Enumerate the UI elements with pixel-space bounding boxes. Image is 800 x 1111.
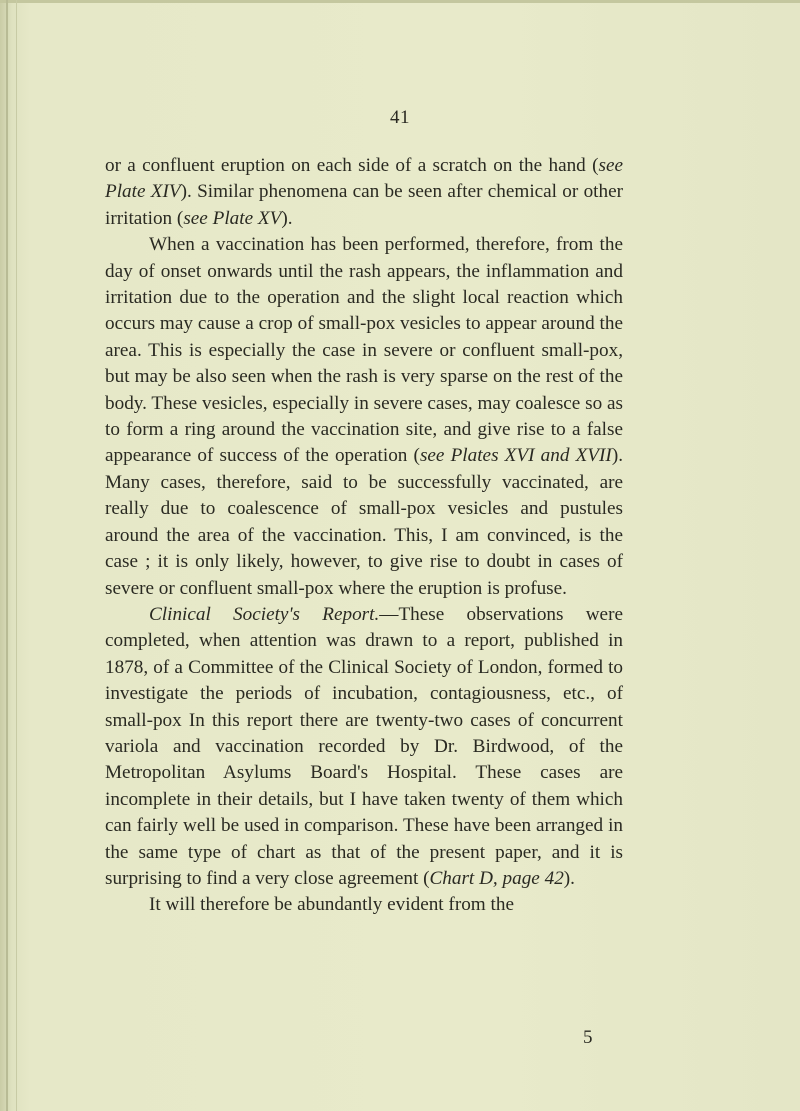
section-heading: Clinical Society's Report. [149, 603, 380, 625]
paragraph-2: When a vaccination has been performed, therefore, from the day of onset onwards until the rash appears, the inflammation and irritation due to the operation and the slight local reaction which occurs may cause a crop of small-pox vesicles to appear around the area. This is especially the case in severe or confluent small-pox, but may be also seen when the rash is very sparse on the rest of the body. These vesicles, especially in severe cases, may coalesce so as to form a ring around the vaccination site, and give rise to a false appearance of success of the operation (see Plates XVI and XVII). Many cases, therefore, said to be successfully vaccinated, are really due to coalescence of small-pox vesicles and pustules around the area of the vaccination. This, I am convinced, is the case ; it is only likely, however, to give rise to doubt in cases of severe or confluent small-pox where the eruption is profuse. [105, 234, 623, 599]
page-top-edge [0, 0, 800, 3]
body-text [105, 153, 623, 919]
page-number: 41 [390, 107, 410, 128]
book-spine-shadow [6, 0, 8, 1111]
plate-reference: see Plate XIV [105, 155, 623, 203]
paragraph-3: Clinical Society's Report.—These observations were completed, when attention was drawn to a report, published in 1878, of a Committee of the Clinical Society of London, formed to investigate the periods of incubation, contagiousness, etc., of small-pox In this report there are twenty-two cases of concurrent variola and vaccination recorded by Dr. Birdwood, of the Metropolitan Asylums Board's Hospital. These cases are incomplete in their details, but I have taken twenty of them which can fairly well be used in comparison. These have been arranged in the same type of chart as that of the present paper, and it is surprising to find a very close agreement (Chart D, page 42). [105, 603, 623, 889]
paragraph-1: or a confluent eruption on each side of a scratch on the hand (see Plate XIV). Similar phenomena can be seen after chemical or other irritation (see Plate XV). [105, 155, 624, 229]
signature-mark: 5 [583, 1027, 593, 1048]
plate-reference: see Plates XVI and XVII [419, 445, 612, 467]
book-spine-crease [16, 0, 17, 1111]
paragraph-4: It will therefore be abundantly evident from the [149, 894, 514, 916]
chart-reference: Chart D, page 42 [429, 867, 564, 889]
plate-reference: see Plate XV [183, 207, 282, 229]
